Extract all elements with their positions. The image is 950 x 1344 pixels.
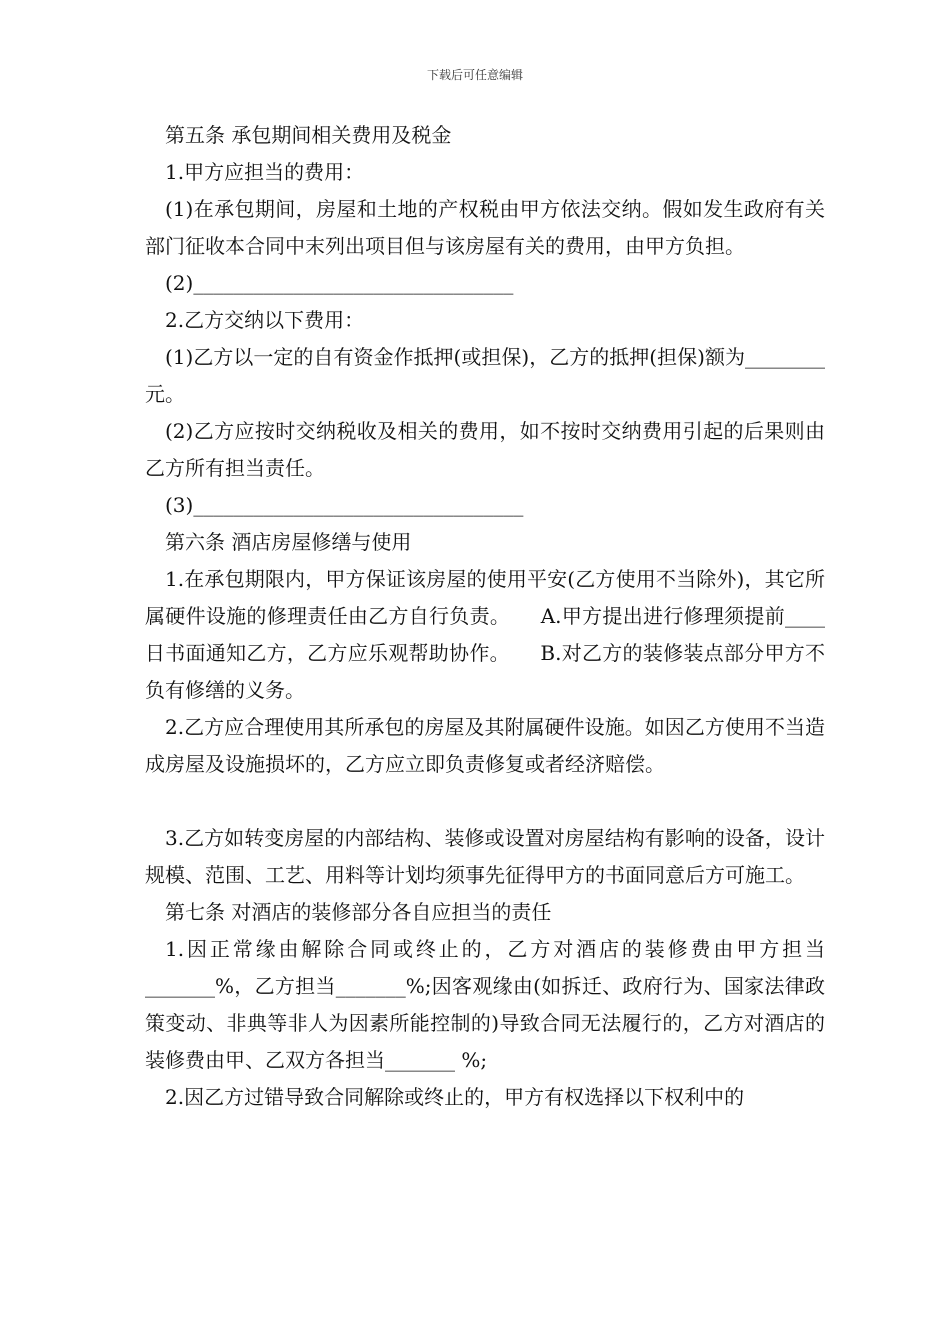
article-7-clause-2: 2.因乙方过错导致合同解除或终止的，甲方有权选择以下权利中的 [165,1085,745,1109]
article-5-clause-2-item-2: (2)乙方应按时交纳税收及相关的费用，如不按时交纳费用引起的后果则由乙方所有担当责任。 [145,419,825,480]
article-5-clause-2-item-3-blank: (3)_________________________________ [165,493,524,517]
article-5-clause-1-item-1: (1)在承包期间，房屋和土地的产权税由甲方依法交纳。假如发生政府有关部门征收本合同中末列出项目但与该房屋有关的费用，由甲方负担。 [145,197,825,258]
article-6-clause-3: 3.乙方如转变房屋的内部结构、装修或设置对房屋结构有影响的设备，设计规模、范围、工艺、用料等计划均须事先征得甲方的书面同意后方可施工。 [145,826,825,887]
article-5-heading: 第五条 承包期间相关费用及税金 [165,123,452,147]
article-5-clause-1-item-2-blank: (2)________________________________ [165,271,514,295]
article-7-heading: 第七条 对酒店的装修部分各自应担当的责任 [165,900,552,924]
article-7-clause-1: 1.因正常缘由解除合同或终止的，乙方对酒店的装修费由甲方担当_______%，乙方担当_______%;因客观缘由(如拆迁、政府行为、国家法律政策变动、非典等非人为因素所能控制的)导致合同无法履行的，乙方对酒店的装修费由甲、乙双方各担当_______ %; [145,937,825,1072]
article-5-clause-2: 2.乙方交纳以下费用： [165,308,365,332]
paragraph-spacer [145,783,825,820]
article-6-clause-1: 1.在承包期限内，甲方保证该房屋的使用平安(乙方使用不当除外)，其它所属硬件设施的修理责任由乙方自行负责。 A.甲方提出进行修理须提前____日书面通知乙方，乙方应乐观帮助协作。 B.对乙方的装修装点部分甲方不负有修缮的义务。 [145,567,825,702]
article-5-clause-1: 1.甲方应担当的费用： [165,160,365,184]
document-body [145,117,825,1116]
page-header-note: 下载后可任意编辑 [426,68,523,82]
article-6-clause-2: 2.乙方应合理使用其所承包的房屋及其附属硬件设施。如因乙方使用不当造成房屋及设施损坏的，乙方应立即负责修复或者经济赔偿。 [145,715,825,776]
article-6-heading: 第六条 酒店房屋修缮与使用 [165,530,412,554]
article-5-clause-2-item-1: (1)乙方以一定的自有资金作抵押(或担保)，乙方的抵押(担保)额为________元。 [145,345,825,406]
